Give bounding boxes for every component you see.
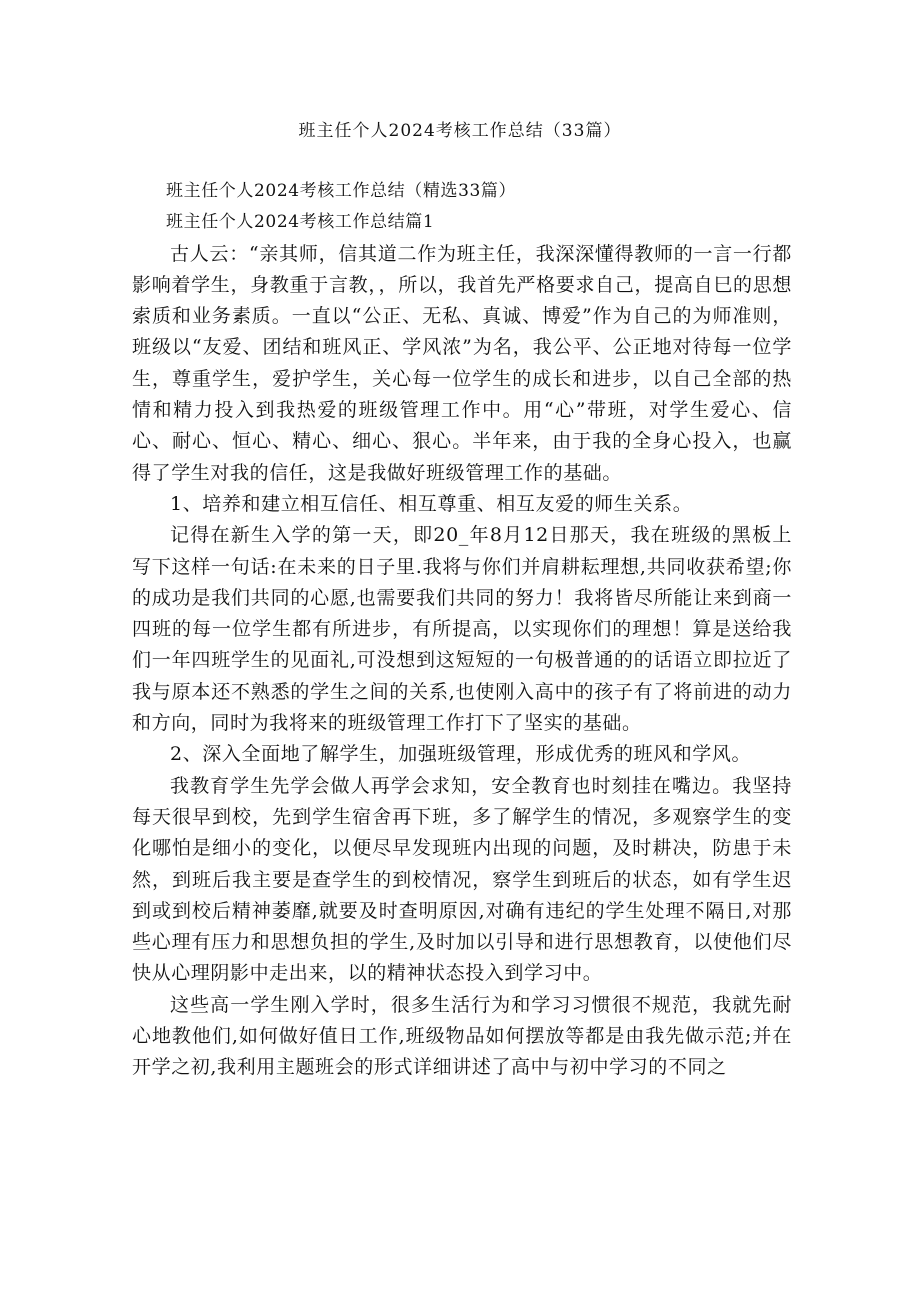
paragraph: 古人云：“亲其师，信其道二作为班主任，我深深懂得教师的一言一行都影响着学生，身教重于言教，，所以，我首先严格要求自己，提高自巳的思想索质和业务素质。一直以“公正、无私、真诚、博爱”作为自己的为师准则，班级以“友爱、团结和班风正、学风浓”为名，我公平、公正地对待每一位学生，尊重学生，爱护学生，关心每一位学生的成长和进步，以自己全部的热情和精力投入到我热爱的班级管理工作中。用“心”带班，对学生爱心、信心、耐心、恒心、精心、细心、狠心。半年来，由于我的全身心投入，也赢得了学生对我的信任，这是我做好班级管理工作的基础。 [132, 242, 792, 484]
document-subtitle: 班主任个人2024考核工作总结（精选33篇） [166, 181, 517, 201]
paragraph: 我教育学生先学会做人再学会求知，安全教育也时刻挂在嘴边。我坚持每天很早到校，先到学生宿舍再下班，多了解学生的情况，多观察学生的变化哪怕是细小的变化，以便尽早发现班内出现的问题，及时耕决，防患于未然，到班后我主要是查学生的到校情况，察学生到班后的状态，如有学生迟到或到校后精神萎靡,就要及时查明原因,对确有违纪的学生处理不隔日,对那些心理有压力和思想负担的学生,及时加以引导和进行思想教育，以使他们尽快从心理阴影中走出来，以的精神状态投入到学习中。 [132, 774, 792, 985]
section-title: 班主任个人2024考核工作总结篇1 [166, 212, 435, 233]
document-title: 班主任个人2024考核工作总结（33篇） [298, 121, 622, 141]
list-item-heading: 2、深入全面地了解学生，加强班级管理，形成优秀的班风和学风。 [170, 743, 752, 766]
document-body [132, 176, 792, 1084]
paragraph: 记得在新生入学的第一天，即20_年8月12日那天，我在班级的黑板上写下这样一句话:在未来的日子里.我将与你们并肩耕耘理想,共同收获希望;你的成功是我们共同的心愿,也需要我们共同的努力！我将皆尽所能让来到商一四班的每一位学生都有所进步，有所提高，以实现你们的理想！算是送给我们一年四班学生的见面礼,可没想到这短短的一句极普通的的话语立即拉近了我与原本还不熟悉的学生之间的关系,也使刚入高中的孩子有了将前进的动力和方向，同时为我将来的班级管理工作打下了坚实的基础。 [132, 524, 792, 735]
list-item-heading: 1、培养和建立相互信任、相互尊重、相互友爱的师生关系。 [170, 492, 693, 515]
paragraph: 这些高一学生刚入学时，很多生活行为和学习习惯很不规范，我就先耐心地教他们,如何做好值日工作,班级物品如何摆放等都是由我先做示范;并在开学之初,我利用主题班会的形式详细讲述了高中与初中学习的不同之 [132, 993, 792, 1079]
